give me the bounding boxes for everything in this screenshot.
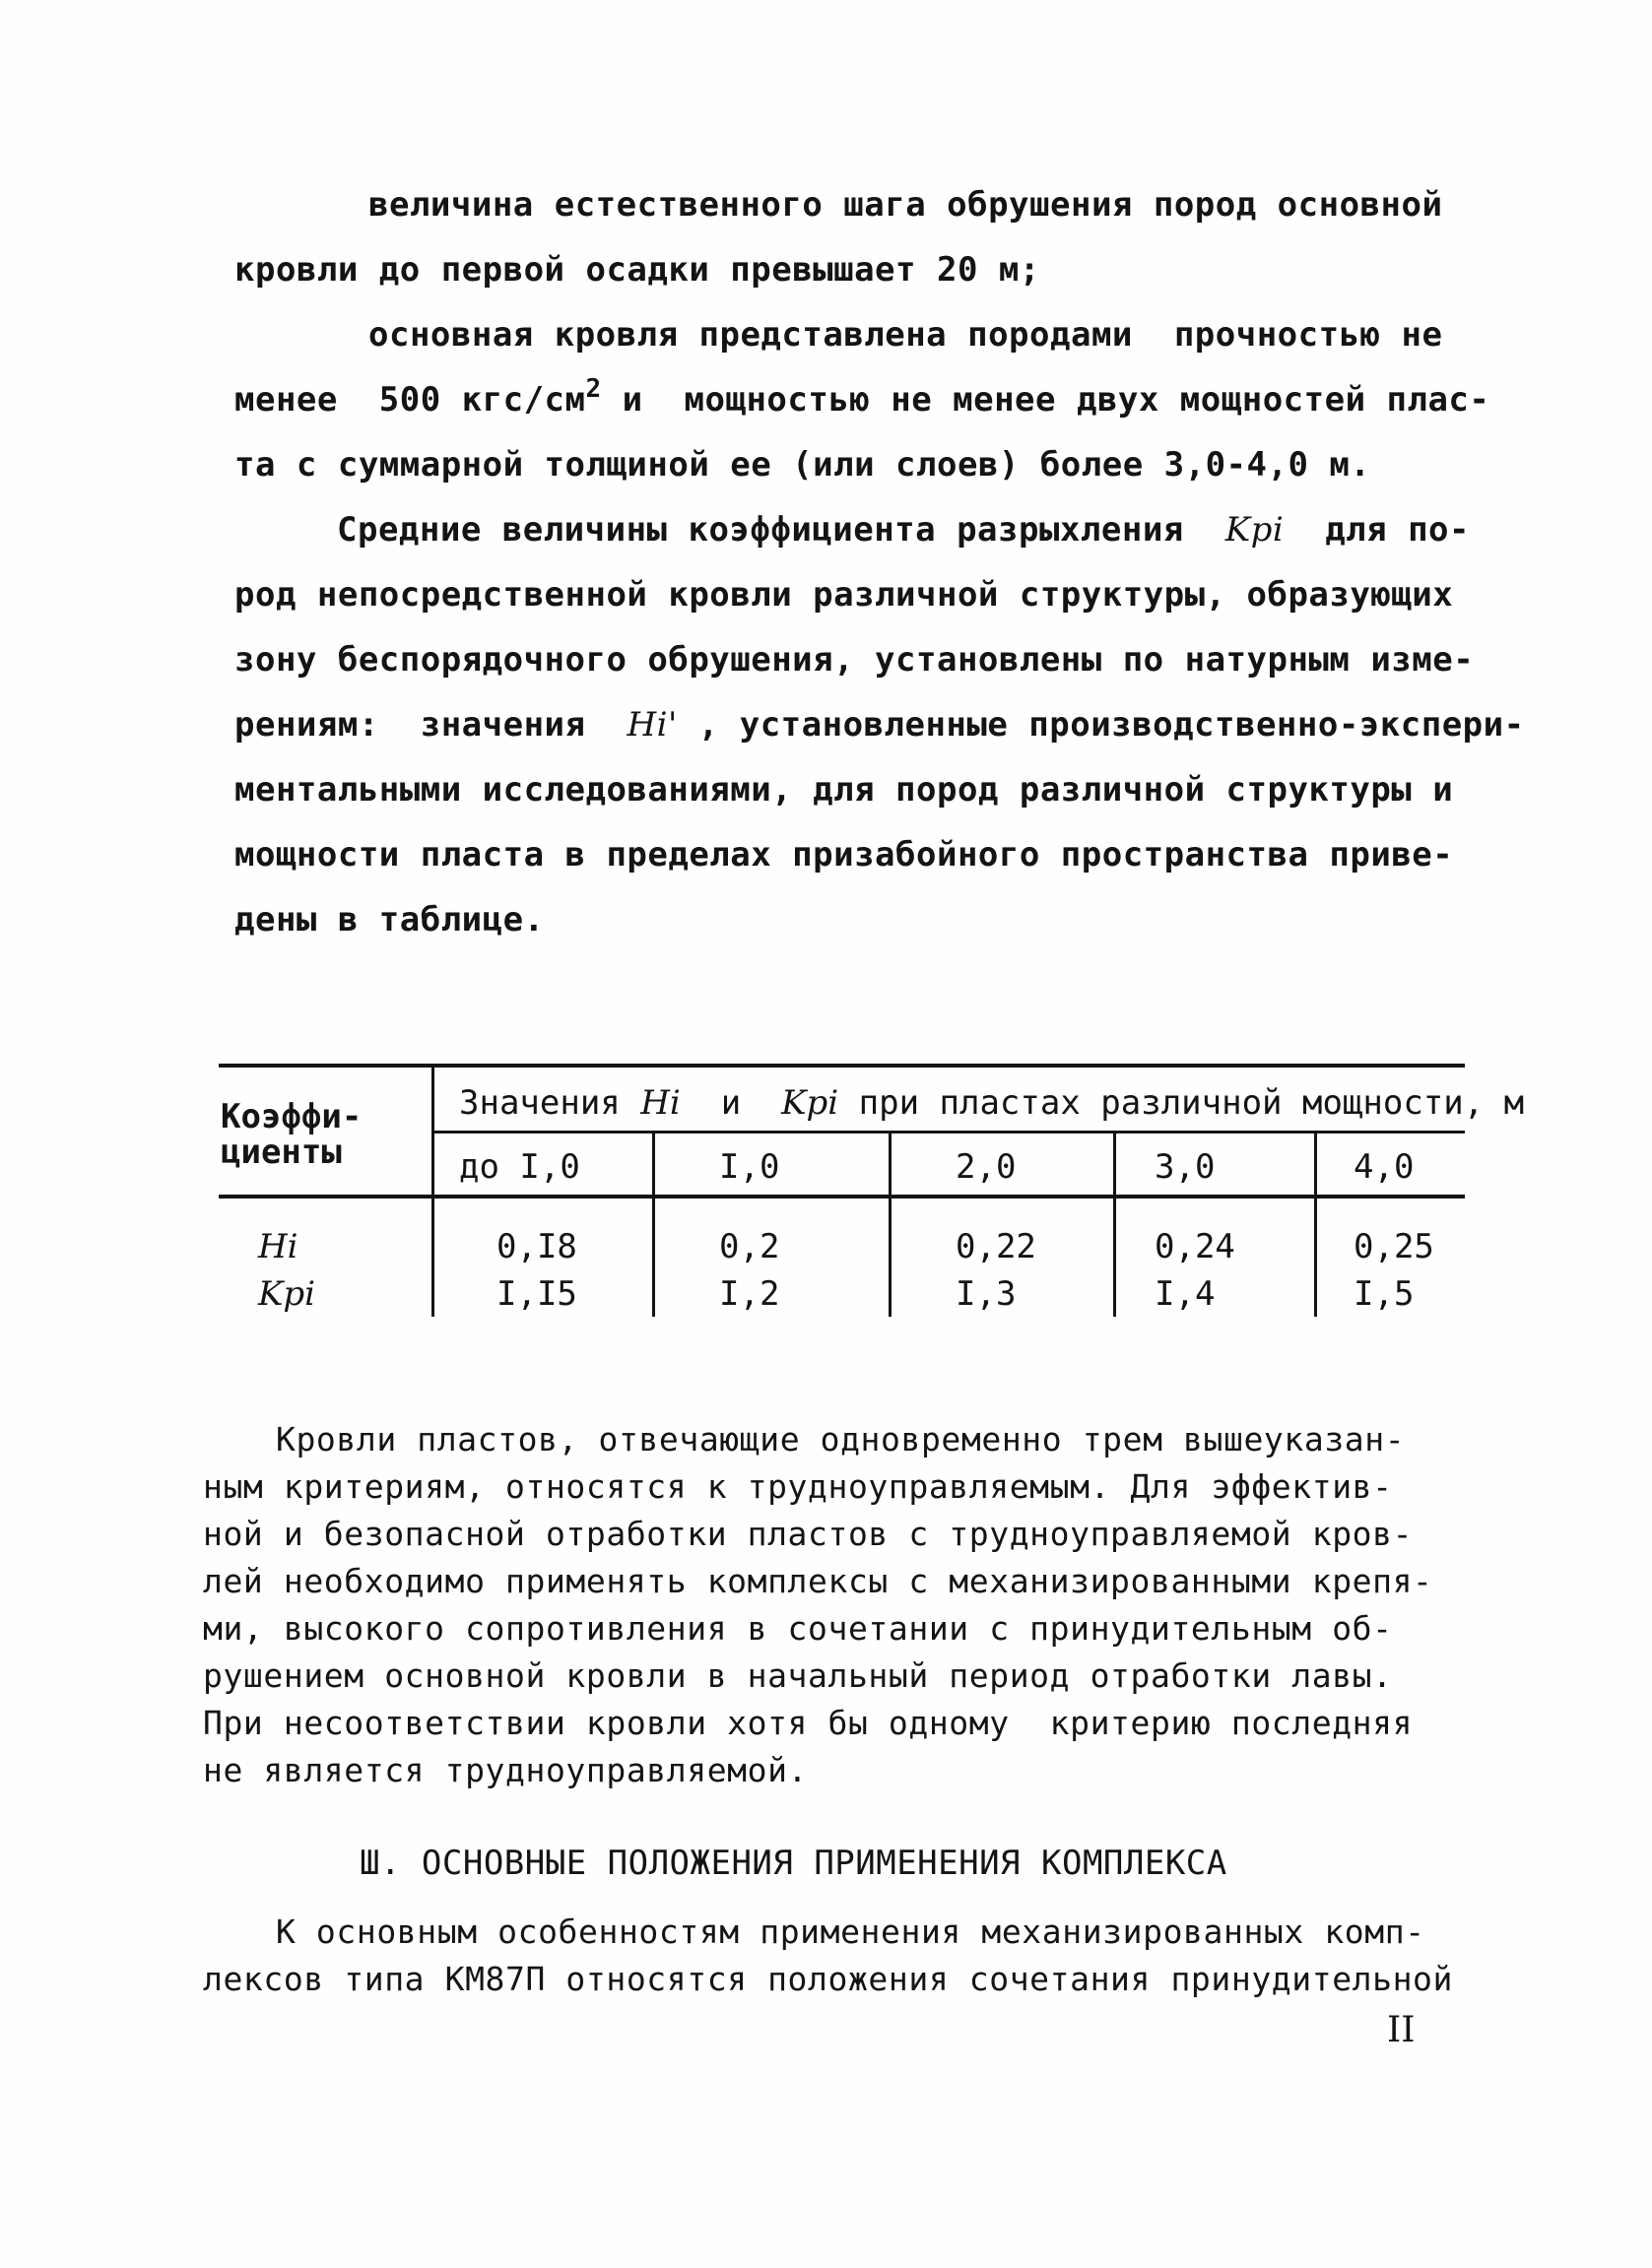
roofs-line-2: ным критериям, относятся к трудноуправляемым. Для эффектив- xyxy=(203,1467,1393,1506)
section-heading: Ш. ОСНОВНЫЕ ПОЛОЖЕНИЯ ПРИМЕНЕНИЯ КОМПЛЕКСА xyxy=(360,1844,1227,1883)
table-row-label: Kpi xyxy=(258,1274,316,1314)
roofs-line-4: лей необходимо применять комплексы с механизированными крепя- xyxy=(203,1562,1433,1600)
roofs-line-1: Кровли пластов, отвечающие одновременно трем вышеуказан- xyxy=(276,1420,1406,1458)
mean-line-7: дены в таблице. xyxy=(234,900,545,940)
roofs-line-6: рушением основной кровли в начальный период отработки лавы. xyxy=(203,1656,1393,1695)
roofs-line-5: ми, высокого сопротивления в сочетании с принудительным об- xyxy=(203,1609,1393,1648)
table-header-divider xyxy=(431,1131,1465,1134)
criteria-line-3: основная кровля представлена породами прочностью не xyxy=(368,315,1443,355)
table-row-label: Hi xyxy=(258,1227,298,1266)
mean-line-3: зону беспорядочного обрушения, установлены по натурным изме- xyxy=(234,640,1475,680)
mean-line-4: рениям: значения Hi' , установленные производственно-экспери- xyxy=(234,705,1525,745)
table-vline-col4 xyxy=(1314,1133,1317,1317)
criteria-line-5: та с суммарной толщиной ее (или слоев) более 3,0-4,0 м. xyxy=(234,445,1371,485)
table-header-left-1: Коэффи- xyxy=(221,1097,363,1136)
table-col-header: 2,0 xyxy=(956,1147,1017,1187)
mean-line-5: ментальными исследованиями, для пород различной структуры и xyxy=(234,770,1454,810)
roofs-line-8: не является трудноуправляемой. xyxy=(203,1751,809,1789)
features-line-1: К основным особенностям применения механизированных комп- xyxy=(276,1912,1425,1951)
mean-line-2: род непосредственной кровли различной структуры, образующих xyxy=(234,575,1454,615)
table-vline-col1 xyxy=(652,1133,655,1317)
symbol-kpi: Kpi xyxy=(1224,510,1285,550)
table-cell: 0,22 xyxy=(956,1227,1036,1266)
criteria-line-1: величина естественного шага обрушения пород основной xyxy=(368,185,1443,225)
table-cell: I,2 xyxy=(719,1274,780,1314)
table-col-header: I,0 xyxy=(719,1147,780,1187)
table-cell: 0,24 xyxy=(1155,1227,1235,1266)
table-vline-col3 xyxy=(1113,1133,1116,1317)
table-col-header: до I,0 xyxy=(459,1147,580,1187)
criteria-line-4: менее 500 кгс/$см^2$ и мощностью не менее двух мощностей плас- xyxy=(234,374,1490,420)
symbol-hi-prime: Hi' xyxy=(627,705,678,745)
features-line-2: лексов типа КМ87П относятся положения сочетания принудительной xyxy=(203,1960,1453,1998)
table-col-header: 4,0 xyxy=(1354,1147,1415,1187)
table-vline-left xyxy=(431,1066,434,1317)
mean-line-6: мощности пласта в пределах призабойного пространства приве- xyxy=(234,835,1454,875)
criteria-line-2: кровли до первой осадки превышает 20 м; xyxy=(234,250,1040,290)
table-cell: I,I5 xyxy=(496,1274,577,1314)
table-cell: 0,2 xyxy=(719,1227,780,1266)
table-col-header: 3,0 xyxy=(1155,1147,1216,1187)
page-number: II xyxy=(1387,2010,1416,2050)
table-header-left-2: циенты xyxy=(221,1133,342,1172)
roofs-line-7: При несоответствии кровли хотя бы одному критерию последняя xyxy=(203,1704,1414,1742)
superscript: 2 xyxy=(585,374,602,404)
table-cell: 0,25 xyxy=(1354,1227,1434,1266)
roofs-line-3: ной и безопасной отработки пластов с трудноуправляемой кров- xyxy=(203,1515,1414,1553)
table-header-bottom-rule xyxy=(219,1195,1465,1199)
mean-line-1: Средние величины коэффициента разрыхления Kpi для по- xyxy=(337,510,1470,550)
table-top-rule xyxy=(219,1064,1465,1068)
table-cell: I,5 xyxy=(1354,1274,1415,1314)
table-cell: I,3 xyxy=(956,1274,1017,1314)
table-cell: I,4 xyxy=(1155,1274,1216,1314)
table-vline-col2 xyxy=(889,1133,892,1317)
table-cell: 0,I8 xyxy=(496,1227,577,1266)
table-header-span: Значения Hi и Kpi при пластах различной мощности, м xyxy=(459,1083,1525,1123)
